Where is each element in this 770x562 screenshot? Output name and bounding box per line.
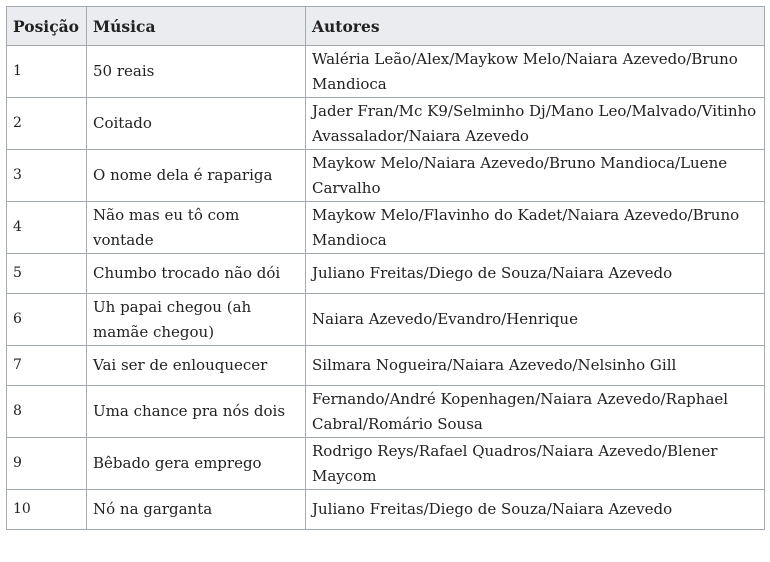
cell-position: 10 [7, 490, 87, 530]
cell-authors: Naiara Azevedo/Evandro/Henrique [306, 294, 765, 346]
cell-song: Uh papai chegou (ah mamãe chegou) [87, 294, 306, 346]
header-song: Música [87, 7, 306, 46]
cell-song: O nome dela é rapariga [87, 150, 306, 202]
table-header-row [7, 7, 765, 46]
cell-song: Uma chance pra nós dois [87, 386, 306, 438]
cell-position: 4 [7, 202, 87, 254]
cell-position: 5 [7, 254, 87, 294]
songs-table [6, 6, 765, 530]
table-row [7, 150, 765, 202]
cell-position: 2 [7, 98, 87, 150]
cell-authors: Silmara Nogueira/Naiara Azevedo/Nelsinho Gill [306, 346, 765, 386]
cell-song: Não mas eu tô com vontade [87, 202, 306, 254]
table-row [7, 46, 765, 98]
cell-position: 7 [7, 346, 87, 386]
cell-song: 50 reais [87, 46, 306, 98]
table-row [7, 98, 765, 150]
cell-position: 3 [7, 150, 87, 202]
cell-song: Nó na garganta [87, 490, 306, 530]
cell-song: Bêbado gera emprego [87, 438, 306, 490]
cell-position: 6 [7, 294, 87, 346]
cell-authors: Rodrigo Reys/Rafael Quadros/Naiara Azevedo/Blener Maycom [306, 438, 765, 490]
table-row [7, 254, 765, 294]
cell-position: 9 [7, 438, 87, 490]
header-position: Posição [7, 7, 87, 46]
cell-authors: Maykow Melo/Naiara Azevedo/Bruno Mandioca/Luene Carvalho [306, 150, 765, 202]
table-row [7, 346, 765, 386]
cell-authors: Juliano Freitas/Diego de Souza/Naiara Azevedo [306, 254, 765, 294]
cell-song: Coitado [87, 98, 306, 150]
cell-authors: Juliano Freitas/Diego de Souza/Naiara Azevedo [306, 490, 765, 530]
cell-authors: Jader Fran/Mc K9/Selminho Dj/Mano Leo/Malvado/Vitinho Avassalador/Naiara Azevedo [306, 98, 765, 150]
cell-position: 8 [7, 386, 87, 438]
header-authors: Autores [306, 7, 765, 46]
cell-song: Vai ser de enlouquecer [87, 346, 306, 386]
table-row [7, 294, 765, 346]
table-row [7, 202, 765, 254]
cell-authors: Fernando/André Kopenhagen/Naiara Azevedo/Raphael Cabral/Romário Sousa [306, 386, 765, 438]
cell-position: 1 [7, 46, 87, 98]
table-row [7, 490, 765, 530]
cell-song: Chumbo trocado não dói [87, 254, 306, 294]
cell-authors: Maykow Melo/Flavinho do Kadet/Naiara Azevedo/Bruno Mandioca [306, 202, 765, 254]
table-row [7, 438, 765, 490]
cell-authors: Waléria Leão/Alex/Maykow Melo/Naiara Azevedo/Bruno Mandioca [306, 46, 765, 98]
table-row [7, 386, 765, 438]
songs-table-container [6, 6, 765, 530]
